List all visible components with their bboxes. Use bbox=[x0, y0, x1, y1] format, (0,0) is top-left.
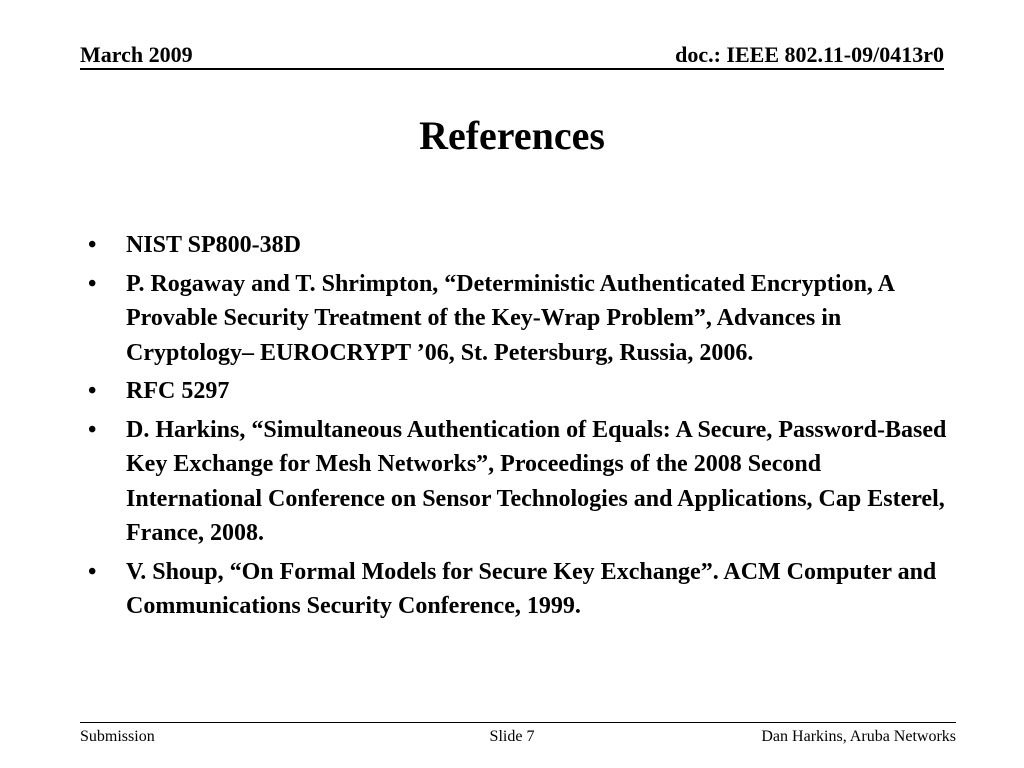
reference-item bbox=[88, 228, 948, 263]
reference-item bbox=[88, 413, 948, 551]
footer-submission: Submission bbox=[80, 728, 155, 745]
reference-item bbox=[88, 267, 948, 371]
bullet-icon: • bbox=[88, 270, 97, 297]
header-rule bbox=[80, 68, 944, 70]
reference-text: D. Harkins, “Simultaneous Authentication of Equals: A Secure, Password-Based Key Exchange for Mesh Networks”, Proceedings of the 2008 Second International Conference on Sensor Technologies and Applications, Cap Esterel, France, 2008. bbox=[126, 416, 947, 546]
footer-author: Dan Harkins, Aruba Networks bbox=[761, 728, 956, 745]
slide-title: References bbox=[419, 113, 605, 158]
references-list bbox=[88, 228, 948, 628]
bullet-icon: • bbox=[88, 416, 97, 443]
bullet-icon: • bbox=[88, 378, 97, 404]
reference-item bbox=[88, 374, 948, 409]
footer-rule bbox=[80, 722, 956, 723]
reference-text: P. Rogaway and T. Shrimpton, “Deterministic Authenticated Encryption, A Provable Security Treatment of the Key-Wrap Problem”, Advances in Cryptology– EUROCRYPT ’06, St. Petersburg, Russia, 2006. bbox=[126, 270, 894, 366]
bullet-icon: • bbox=[88, 558, 97, 585]
footer-slide-number: Slide 7 bbox=[489, 728, 535, 745]
reference-text: NIST SP800-38D bbox=[126, 232, 301, 258]
header-doc-id: doc.: IEEE 802.11-09/0413r0 bbox=[675, 42, 944, 67]
reference-text: V. Shoup, “On Formal Models for Secure Key Exchange”. ACM Computer and Communications Security Conference, 1999. bbox=[126, 558, 937, 619]
bullet-icon: • bbox=[88, 232, 97, 258]
header-date: March 2009 bbox=[80, 42, 193, 67]
reference-item bbox=[88, 555, 948, 624]
reference-text: RFC 5297 bbox=[126, 378, 230, 404]
